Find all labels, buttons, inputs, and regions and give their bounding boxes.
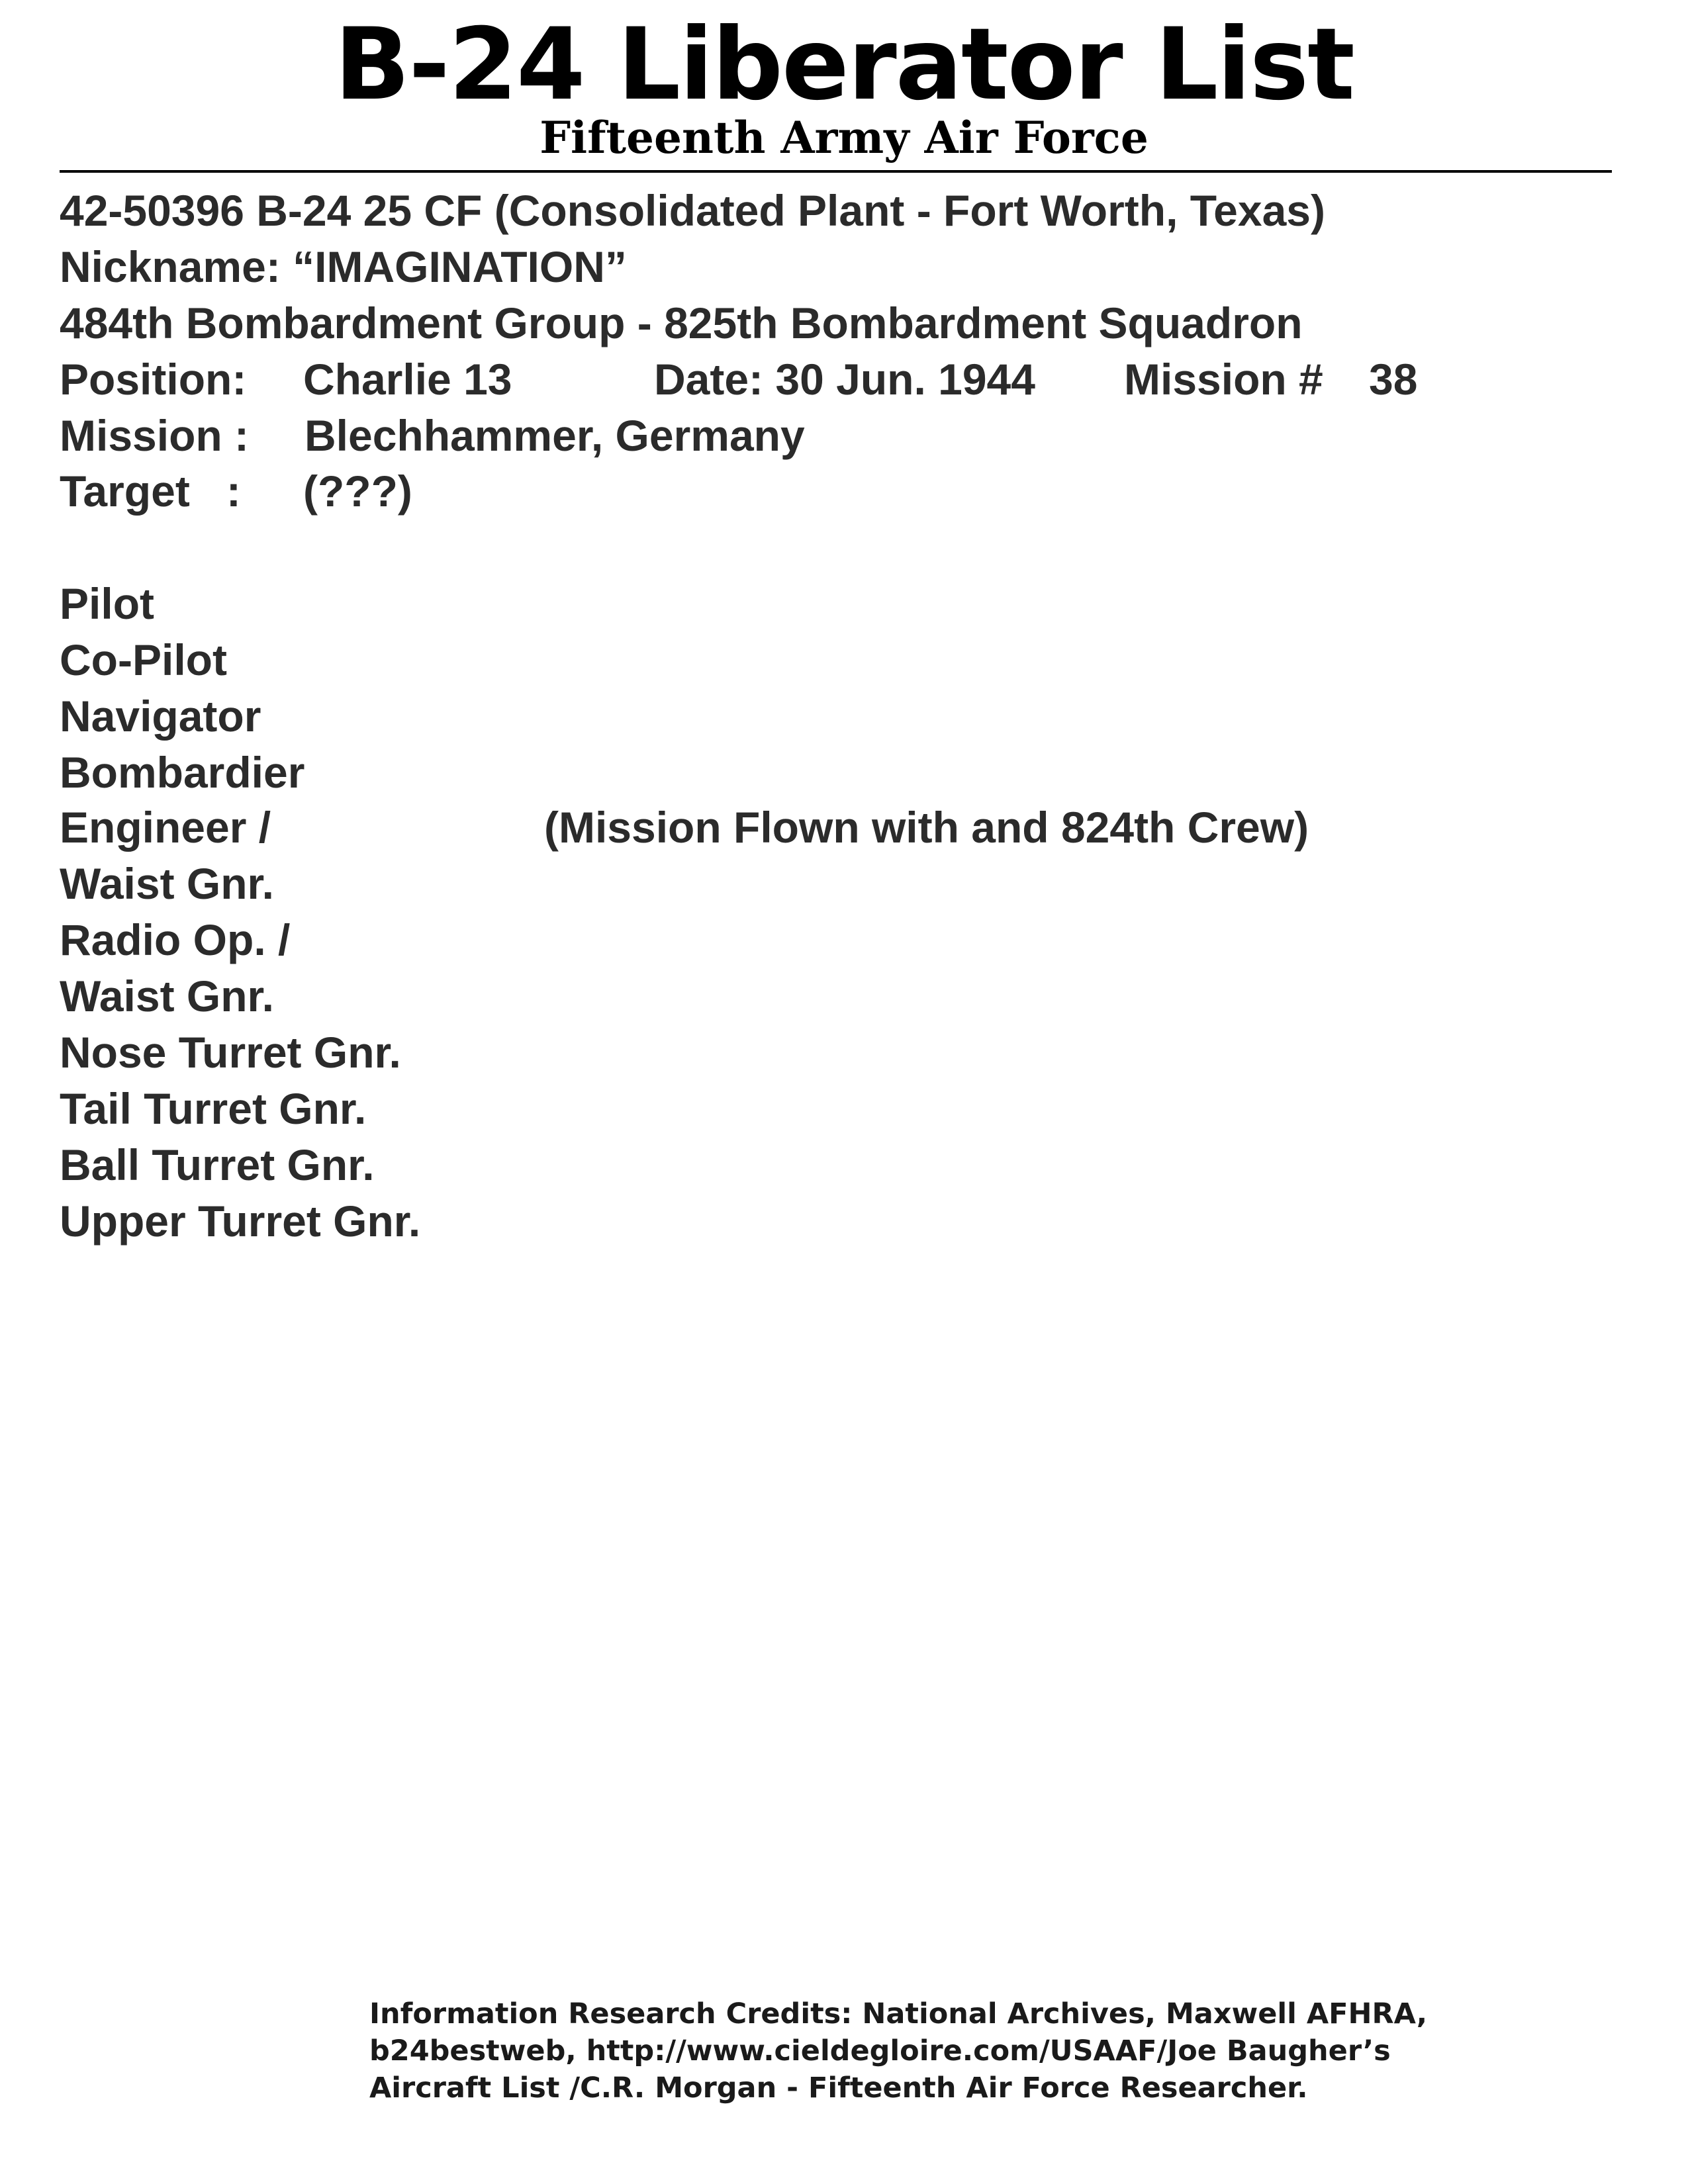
- page-subtitle: Fifteenth Army Air Force: [539, 112, 1149, 163]
- crew-role-bombardier: Bombardier: [60, 748, 305, 797]
- credits-line: b24bestweb, http://www.cieldegloire.com/USAAF/Joe Baugher’s: [369, 2034, 1391, 2068]
- mission-label: Mission :: [60, 411, 250, 460]
- crew-role-co-pilot: Co-Pilot: [60, 635, 227, 684]
- crew-role-tail-turret-gunner: Tail Turret Gnr.: [60, 1084, 367, 1133]
- mission-value: Blechhammer, Germany: [305, 411, 805, 460]
- crew-role-upper-turret-gunner: Upper Turret Gnr.: [60, 1197, 421, 1246]
- crew-role-navigator: Navigator: [60, 692, 261, 741]
- aircraft-serial-line: 42-50396 B-24 25 CF (Consolidated Plant - Fort Worth, Texas): [60, 186, 1325, 235]
- mission-number-value: 38: [1369, 355, 1418, 404]
- target-line: [60, 465, 589, 518]
- crew-role-pilot: Pilot: [60, 579, 154, 628]
- crew-role-waist-gunner-2: Waist Gnr.: [60, 972, 274, 1021]
- crew-role-engineer: Engineer /: [60, 803, 271, 852]
- target-value: (???): [303, 467, 412, 516]
- credits-line: Information Research Credits: National Archives, Maxwell AFHRA,: [369, 1997, 1428, 2030]
- credits-line: Aircraft List /C.R. Morgan - Fifteenth Air Force Researcher.: [369, 2071, 1308, 2105]
- position-value: Charlie 13: [303, 355, 512, 404]
- aircraft-nickname: Nickname: “IMAGINATION”: [60, 242, 627, 291]
- aircraft-unit: 484th Bombardment Group - 825th Bombardment Squadron: [60, 298, 1303, 347]
- mission-date: Date: 30 Jun. 1944: [654, 355, 1035, 404]
- page-title: B-24 Liberator List: [334, 7, 1354, 122]
- crew-role-radio-operator: Radio Op. /: [60, 915, 291, 964]
- position-label: Position:: [60, 355, 247, 404]
- crew-role-nose-turret-gunner: Nose Turret Gnr.: [60, 1028, 401, 1077]
- target-label: Target :: [60, 467, 241, 516]
- mission-number-label: Mission #: [1124, 355, 1323, 404]
- header-divider: [60, 170, 1612, 173]
- research-credits: [369, 1995, 1427, 2107]
- crew-role-ball-turret-gunner: Ball Turret Gnr.: [60, 1140, 375, 1189]
- mission-line: [60, 409, 986, 462]
- position-line: [60, 353, 1450, 406]
- crew-role-waist-gunner: Waist Gnr.: [60, 859, 274, 908]
- crew-note: (Mission Flown with and 824th Crew): [544, 803, 1309, 852]
